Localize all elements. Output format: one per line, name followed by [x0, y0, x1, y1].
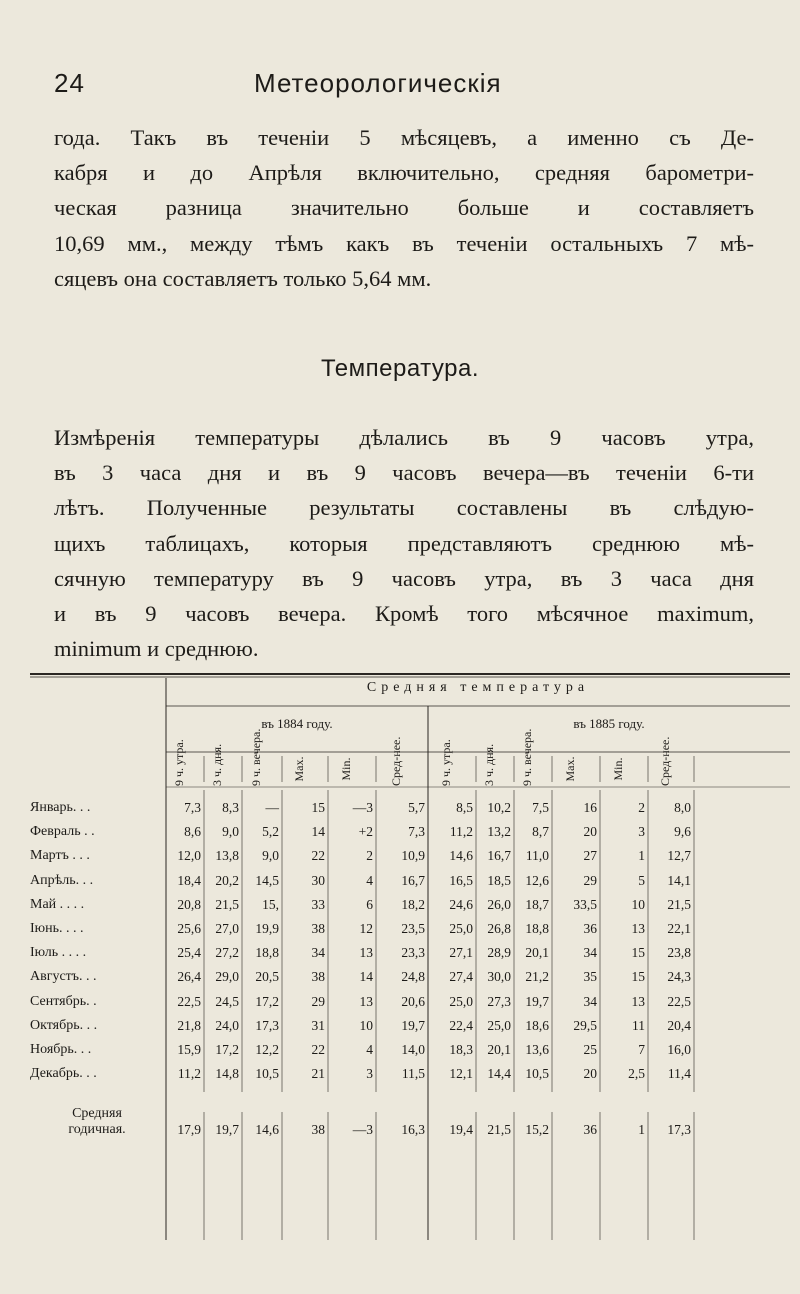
table-cell: 27,0: [215, 921, 239, 936]
table-cell: 21,8: [177, 1017, 201, 1033]
table-cell: +2: [358, 824, 373, 840]
table-cell: 14,4: [487, 1066, 511, 1082]
table-cell: 27,2: [215, 945, 239, 961]
table-cell: 11,0: [525, 848, 549, 864]
summary-cell: 17,3: [667, 1122, 691, 1138]
summary-cell: 17,9: [177, 1122, 201, 1138]
table-cell: 10: [631, 896, 645, 912]
table-cell: 30,0: [487, 969, 511, 985]
summary-label: годичная.: [68, 1122, 126, 1138]
table-cell: 21,2: [525, 969, 549, 985]
table-cell: 35: [583, 969, 597, 985]
table-cell: 19,9: [255, 921, 279, 936]
text-line: кабря и до Апрѣля включительно, средняя барометри-: [54, 160, 754, 186]
table-cell: 10: [359, 1017, 373, 1033]
table-cell: 3: [366, 1066, 373, 1082]
table-cell: 20,1: [525, 945, 549, 961]
table-cell: 14,1: [667, 872, 691, 888]
text-line: и въ 9 часовъ вечера. Кромѣ того мѣсячное maximum,: [54, 601, 754, 627]
table-cell: 24,3: [667, 969, 691, 985]
table-cell: 7,3: [184, 800, 201, 815]
column-header: 9 ч. утра.: [172, 739, 186, 786]
table-cell: 11,4: [667, 1066, 691, 1082]
table-cell: 29: [311, 993, 325, 1009]
page-header: [54, 68, 754, 104]
table-cell: 20: [583, 824, 597, 840]
column-header: Сред-нее.: [389, 736, 403, 786]
table-cell: 9,0: [222, 824, 239, 840]
table-cell: 4: [366, 1042, 373, 1057]
row-label: Октябрь. . .: [30, 1017, 98, 1033]
table-cell: 20,4: [667, 1017, 691, 1033]
running-title: Метеорологическія: [254, 68, 502, 98]
table-cell: 13: [359, 945, 373, 961]
table-cell: 7: [638, 1042, 645, 1057]
table-cell: 22,1: [667, 921, 691, 936]
table-cell: 27,4: [449, 969, 473, 985]
paragraph-temperature: [54, 420, 754, 666]
row-label: Іюнь. . . .: [30, 921, 84, 936]
table-cell: 13,2: [487, 824, 511, 840]
table-cell: 26,0: [487, 896, 511, 912]
table-cell: 27,1: [449, 945, 473, 961]
table-cell: 20: [583, 1066, 597, 1082]
table-cell: 18,8: [525, 921, 549, 936]
table-cell: 15: [631, 969, 645, 985]
table-cell: 16: [583, 800, 597, 815]
table-main-header: Средняя температура: [366, 680, 590, 695]
table-cell: 18,4: [177, 872, 201, 888]
summary-cell: 16,3: [401, 1122, 425, 1138]
section-title: Температура.: [320, 355, 480, 382]
table-cell: 18,5: [487, 872, 511, 888]
table-cell: —: [265, 800, 279, 815]
table-cell: 30: [311, 872, 325, 888]
table-cell: 24,8: [401, 969, 425, 985]
row-label: Августъ. . .: [30, 969, 97, 985]
table-cell: 12: [359, 921, 373, 936]
table-cell: 22: [311, 848, 325, 864]
table-cell: 14,6: [449, 848, 473, 864]
table-cell: 25,4: [177, 945, 201, 961]
text-line: въ 3 часа дня и въ 9 часовъ вечера—въ теченіи 6-ти: [54, 460, 754, 486]
text-line: года. Такъ въ теченіи 5 мѣсяцевъ, а именно съ Де-: [54, 125, 754, 150]
table-cell: 14: [359, 969, 373, 985]
table-cell: 19,7: [401, 1017, 425, 1033]
summary-cell: 21,5: [487, 1122, 511, 1138]
table-cell: 10,9: [401, 848, 425, 864]
table-cell: 25,0: [449, 993, 473, 1009]
table-cell: 21: [311, 1066, 325, 1082]
column-header: Max.: [292, 756, 306, 782]
table-cell: 6: [366, 896, 373, 912]
column-header: Min.: [611, 757, 625, 781]
row-label: Апрѣль. . .: [30, 872, 94, 888]
table-cell: 18,7: [525, 896, 549, 912]
table-cell: 9,6: [674, 824, 691, 840]
row-label: Мартъ . . .: [30, 848, 90, 864]
table-cell: 20,2: [215, 872, 239, 888]
table-cell: 20,1: [487, 1042, 511, 1057]
table-cell: 8,3: [222, 800, 239, 815]
table-cell: 14,5: [255, 872, 279, 888]
column-header: Max.: [563, 756, 577, 782]
table-cell: 24,6: [449, 896, 473, 912]
table-cell: 34: [583, 945, 597, 961]
table-cell: 23,8: [667, 945, 691, 961]
summary-cell: —3: [352, 1122, 373, 1138]
table-cell: 19,7: [525, 993, 549, 1009]
column-header: Сред-нее.: [658, 736, 672, 786]
table-cell: 10,5: [255, 1066, 279, 1082]
table-cell: 12,2: [255, 1042, 279, 1057]
table-cell: 13: [359, 993, 373, 1009]
table-cell: 20,5: [255, 969, 279, 985]
table-cell: 38: [311, 969, 325, 985]
row-label: Май . . . .: [30, 896, 85, 912]
table-cell: 5,7: [408, 800, 425, 815]
table-cell: 22,5: [177, 993, 201, 1009]
row-label: Январь. . .: [30, 800, 91, 815]
table-cell: 23,5: [401, 921, 425, 936]
table-cell: 12,7: [667, 848, 691, 864]
table-cell: 29,0: [215, 969, 239, 985]
table-cell: 18,8: [255, 945, 279, 961]
table-cell: 33: [311, 896, 325, 912]
table-cell: 18,6: [525, 1017, 549, 1033]
row-label: Іюль . . . .: [30, 945, 87, 961]
table-cell: 8,6: [184, 824, 201, 840]
summary-cell: 19,7: [215, 1122, 239, 1138]
table-cell: 16,7: [401, 872, 425, 888]
text-line: сяцевъ она составляетъ только 5,64 мм.: [54, 265, 432, 291]
text-line: minimum и среднюю.: [54, 636, 259, 662]
table-cell: 14,8: [215, 1066, 239, 1082]
table-cell: 11,5: [401, 1066, 425, 1082]
table-cell: 12,1: [449, 1066, 473, 1082]
table-cell: 10,2: [487, 800, 511, 815]
table-cell: 2,5: [628, 1066, 645, 1082]
table-cell: 24,5: [215, 993, 239, 1009]
column-header: 3 ч. дня.: [482, 743, 496, 786]
table-cell: 13,8: [215, 848, 239, 864]
table-cell: 29,5: [573, 1017, 597, 1033]
page-number: 24: [54, 68, 85, 98]
table-cell: 26,8: [487, 921, 511, 936]
table-cell: 16,5: [449, 872, 473, 888]
table-cell: 20,8: [177, 896, 201, 912]
text-line: лѣтъ. Полученные результаты составлены въ слѣдую-: [54, 495, 754, 521]
table-cell: 12,6: [525, 872, 549, 888]
table-cell: 15: [631, 945, 645, 961]
table-cell: 3: [638, 824, 645, 840]
table-cell: 8,5: [456, 800, 473, 815]
text-line: 10,69 мм., между тѣмъ какъ въ теченіи остальныхъ 7 мѣ-: [54, 230, 754, 256]
row-label: Декабрь. . .: [30, 1066, 97, 1082]
table-cell: 13,6: [525, 1042, 549, 1057]
table-cell: 17,2: [215, 1042, 239, 1057]
text-line: Измѣренія температуры дѣлались въ 9 часовъ утра,: [54, 425, 754, 450]
table-cell: 25,6: [177, 921, 201, 936]
table-cell: 9,0: [262, 848, 279, 864]
table-cell: 15: [311, 800, 325, 815]
summary-label: Средняя: [72, 1106, 122, 1122]
table-cell: 27,3: [487, 993, 511, 1009]
table-cell: 2: [366, 848, 373, 864]
table-cell: 11: [632, 1017, 645, 1033]
paragraph-barometric: [54, 120, 754, 296]
table-cell: 25,0: [487, 1017, 511, 1033]
table-cell: 1: [638, 848, 645, 864]
table-cell: 18,2: [401, 896, 425, 912]
table-cell: 18,3: [449, 1042, 473, 1057]
table-cell: 5: [638, 872, 645, 888]
table-cell: 11,2: [449, 824, 473, 840]
table-cell: 36: [583, 921, 597, 936]
table-cell: 7,3: [408, 824, 425, 840]
table-cell: 28,9: [487, 945, 511, 961]
table-cell: 23,3: [401, 945, 425, 961]
table-cell: 15,9: [177, 1042, 201, 1057]
row-label: Ноябрь. . .: [30, 1042, 92, 1057]
table-cell: 31: [311, 1017, 325, 1033]
table-cell: 13: [631, 921, 645, 936]
row-label: Февраль . .: [30, 824, 95, 840]
table-cell: 14: [311, 824, 325, 840]
table-cell: 25,0: [449, 921, 473, 936]
summary-cell: 38: [311, 1122, 325, 1138]
table-cell: 25: [583, 1042, 597, 1057]
column-header: 9 ч. вечера.: [520, 728, 534, 786]
column-header: Min.: [339, 757, 353, 781]
table-cell: 33,5: [573, 896, 597, 912]
table-cell: 21,5: [215, 896, 239, 912]
table-cell: 8,7: [532, 824, 549, 840]
summary-cell: 1: [638, 1122, 645, 1138]
table-cell: 14,0: [401, 1042, 425, 1057]
table-cell: 5,2: [262, 824, 279, 840]
table-cell: 34: [583, 993, 597, 1009]
summary-cell: 14,6: [255, 1122, 279, 1138]
table-cell: 22: [311, 1042, 325, 1057]
table-cell: 12,0: [177, 848, 201, 864]
table-cell: 22,5: [667, 993, 691, 1009]
table-cell: 16,0: [667, 1042, 691, 1057]
table-cell: 4: [366, 872, 373, 888]
table-cell: 20,6: [401, 993, 425, 1009]
text-line: ческая разница значительно больше и составляетъ: [54, 195, 754, 221]
table-cell: 11,2: [177, 1066, 201, 1082]
year-header-1885: въ 1885 году.: [573, 716, 645, 731]
column-header: 9 ч. вечера.: [249, 728, 263, 786]
table-cell: 26,4: [177, 969, 201, 985]
text-line: сячную температуру въ 9 часовъ утра, въ 3 часа дня: [54, 565, 754, 591]
table-cell: 7,5: [532, 800, 549, 815]
table-cell: 21,5: [667, 896, 691, 912]
temperature-table: [30, 672, 790, 1240]
table-cell: —3: [352, 800, 373, 815]
column-header: 9 ч. утра.: [439, 739, 453, 786]
year-header-1884: въ 1884 году.: [261, 716, 333, 731]
summary-cell: 19,4: [449, 1122, 473, 1138]
table-cell: 10,5: [525, 1066, 549, 1082]
summary-cell: 15,2: [525, 1122, 549, 1138]
table-cell: 29: [583, 872, 597, 888]
table-cell: 8,0: [674, 800, 691, 815]
row-label: Сентябрь. .: [30, 993, 97, 1009]
table-cell: 16,7: [487, 848, 511, 864]
table-cell: 38: [311, 921, 325, 936]
column-header: 3 ч. дня.: [210, 743, 224, 786]
table-cell: 15,: [262, 896, 279, 912]
table-cell: 17,3: [255, 1017, 279, 1033]
table-cell: 24,0: [215, 1017, 239, 1033]
table-cell: 2: [638, 800, 645, 815]
table-cell: 27: [583, 848, 597, 864]
text-line: щихъ таблицахъ, которыя представляютъ среднюю мѣ-: [54, 530, 754, 556]
table-cell: 13: [631, 993, 645, 1009]
summary-cell: 36: [583, 1122, 597, 1138]
table-cell: 22,4: [449, 1017, 473, 1033]
table-cell: 17,2: [255, 993, 279, 1009]
table-cell: 34: [311, 945, 325, 961]
